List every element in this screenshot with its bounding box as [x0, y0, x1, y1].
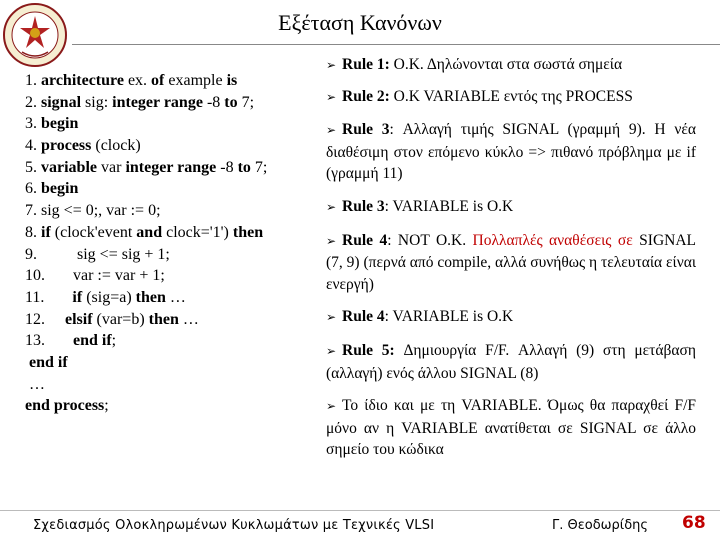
code-line — [25, 352, 325, 374]
code-keyword: end if — [29, 353, 68, 371]
code-line — [25, 222, 325, 244]
rule-item — [326, 119, 696, 185]
rule-label: Rule 1: — [342, 56, 390, 73]
rule-item — [326, 86, 696, 109]
code-text: ex. — [123, 72, 152, 89]
code-text: -8 — [216, 158, 238, 176]
rule-text: Δημιουργία F/F. Αλλαγή (9) στη μετάβαση (αλλαγή) ενός άλλου SIGNAL (8) — [326, 341, 697, 382]
code-text: (sig=a) — [82, 288, 136, 306]
code-keyword: then — [135, 288, 166, 306]
code-text: 11. — [25, 288, 73, 306]
code-text: 1. — [25, 72, 41, 89]
code-line — [25, 135, 325, 157]
rule-text: : Αλλαγή τιμής SIGNAL (γραμμή 9). Η νέα διαθέσιμη στον επόμενο κύκλο => πιθανό πρόβλημα με if (γραμμή 11) — [326, 121, 696, 183]
code-line — [25, 374, 325, 396]
code-keyword: begin — [41, 180, 79, 198]
rule-item — [326, 196, 696, 219]
rule-text: Το ίδιο και με τη VARIABLE. Όμως θα παραχθεί F/F μόνο αν η VARIABLE ανατίθεται σε SIGNAL σε άλλο σημείο του κώδικα — [326, 397, 696, 459]
code-text: 6. — [25, 180, 41, 198]
code-text: 7; — [237, 93, 255, 111]
code-text: 3. — [25, 115, 41, 133]
rule-text: O.K VARIABLE εντός της PROCESS — [389, 87, 633, 105]
code-keyword: and — [136, 223, 163, 241]
code-keyword: elsif — [65, 310, 93, 328]
rule-label: Rule 2: — [342, 87, 390, 105]
code-text: (clock'event — [50, 223, 137, 241]
code-text: 7. sig <= 0;, var := 0; — [25, 202, 161, 220]
rule-label: Rule 3 — [342, 197, 385, 215]
code-keyword: of — [151, 72, 165, 89]
code-keyword: to — [237, 158, 251, 176]
footer-divider — [0, 510, 720, 511]
arrow-bullet-icon: ➢ — [326, 343, 337, 358]
code-line — [25, 178, 325, 200]
code-text: 13. — [25, 332, 73, 350]
code-text: 4. — [25, 137, 41, 155]
code-line — [25, 395, 325, 417]
code-keyword: begin — [41, 115, 79, 133]
rule-text: : VARIABLE is O.K — [384, 197, 514, 215]
rule-label: Rule 4 — [342, 308, 385, 326]
arrow-bullet-icon: ➢ — [326, 199, 337, 214]
code-text: ; — [104, 397, 109, 415]
slide-title: Εξέταση Κανόνων — [278, 10, 442, 35]
code-line — [25, 92, 325, 114]
rule-item — [326, 230, 696, 296]
code-text: 2. — [25, 93, 41, 111]
rule-label: Rule 4 — [342, 231, 388, 249]
code-keyword: end process — [25, 397, 105, 415]
rule-item — [326, 340, 696, 384]
code-keyword: end if — [73, 332, 112, 350]
code-line — [25, 330, 325, 352]
code-line — [25, 287, 325, 309]
code-text: … — [165, 288, 186, 306]
code-keyword: signal — [41, 93, 82, 111]
code-keyword: if — [41, 223, 51, 241]
code-text: sig: — [81, 93, 113, 111]
code-text: clock='1') — [162, 223, 233, 241]
arrow-bullet-icon: ➢ — [326, 89, 337, 104]
arrow-bullet-icon: ➢ — [326, 58, 337, 72]
arrow-bullet-icon: ➢ — [326, 233, 337, 248]
code-keyword: integer range — [112, 93, 203, 111]
code-text: var — [97, 158, 126, 176]
rule-text: : NOT O.K. — [387, 231, 473, 249]
rule-label: Rule 3 — [342, 121, 390, 139]
code-text: 5. — [25, 158, 41, 176]
page-number: 68 — [682, 513, 706, 533]
code-keyword: integer range — [125, 158, 217, 176]
code-text: (var=b) — [92, 310, 149, 328]
code-text: 10. var := var + 1; — [25, 267, 165, 285]
code-text: 9. sig <= sig + 1; — [25, 245, 170, 263]
code-keyword: process — [41, 137, 92, 155]
code-text: 7; — [250, 158, 268, 176]
code-text: (clock) — [91, 137, 141, 155]
code-text: … — [178, 310, 199, 328]
code-text: -8 — [202, 93, 225, 111]
rule-highlight: Πολλαπλές αναθέσεις σε — [472, 231, 633, 249]
arrow-bullet-icon: ➢ — [326, 310, 337, 325]
code-line — [25, 265, 325, 287]
code-line — [25, 113, 325, 135]
code-keyword: to — [224, 93, 238, 111]
arrow-bullet-icon: ➢ — [326, 399, 337, 414]
code-line — [25, 244, 325, 266]
code-keyword: then — [232, 223, 264, 241]
rule-text: Ο.Κ. Δηλώνονται στα σωστά σημεία — [389, 56, 623, 73]
footer-course: Σχεδιασμός Ολοκληρωμένων Κυκλωμάτων με Τεχνικές VLSI — [33, 518, 435, 533]
code-text: … — [25, 375, 45, 393]
code-text: ; — [111, 332, 117, 350]
footer-author: Γ. Θεοδωρίδης — [552, 518, 649, 533]
rule-text: : VARIABLE is O.K — [384, 308, 514, 326]
code-text: 8. — [25, 223, 41, 241]
code-text: 12. — [25, 310, 65, 328]
code-keyword: architecture — [41, 72, 124, 89]
title-divider — [72, 44, 720, 45]
code-line — [25, 200, 325, 222]
code-text: example — [164, 72, 227, 89]
code-keyword: then — [148, 310, 179, 328]
rules-list — [326, 54, 696, 472]
rule-text-tail: SIGNAL (7, 9) (περνά από compile, αλλά συνήθως η τελευταία είναι ενεργή) — [326, 231, 696, 293]
rule-label: Rule 5: — [342, 341, 395, 359]
code-line — [25, 70, 325, 92]
code-line — [25, 309, 325, 331]
code-keyword: is — [226, 72, 238, 89]
rule-item — [326, 395, 696, 461]
vhdl-code-block — [25, 70, 325, 417]
arrow-bullet-icon: ➢ — [326, 123, 337, 138]
code-keyword: variable — [41, 158, 97, 176]
rule-item — [326, 306, 696, 329]
rule-item — [326, 54, 696, 77]
code-line — [25, 157, 325, 179]
code-keyword: if — [72, 288, 83, 306]
